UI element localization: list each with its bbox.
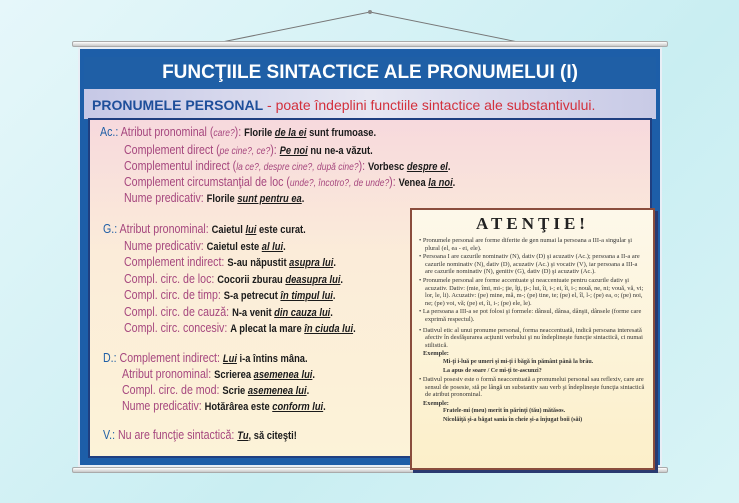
paren: ): [270, 143, 280, 157]
function-label: Compl. circ. concesiv: [124, 321, 231, 335]
question: la ce?, despre cine?, după cine? [236, 162, 359, 173]
example-text: Florile [206, 193, 238, 205]
function-row [103, 429, 297, 443]
function-label: Nume predicativ: [122, 399, 205, 413]
function-row [103, 223, 306, 237]
example: La apus de soare / Ce mi-ţi te-ascunzi? [443, 367, 542, 374]
note: • La persoana a III-a se pot folosi şi formele: dânsul, dânsa, dânşii, dânsele (forme care exprimă respectul). [419, 308, 642, 323]
function-label: Nu are funcţie sintactică: [117, 428, 238, 442]
function-label: Compl. circ. de timp: [124, 288, 224, 302]
function-label: Compl. circ. de cauză: [124, 305, 233, 319]
function-row [124, 322, 356, 336]
example-text: Vorbesc [368, 161, 407, 173]
example-text: Venea [398, 177, 429, 189]
example [217, 274, 343, 286]
case-label: Ac.: [100, 125, 119, 139]
example [212, 224, 306, 236]
attention-box [410, 208, 655, 470]
function-row [124, 192, 304, 206]
example-text: . [306, 385, 310, 397]
function-row [124, 144, 373, 158]
example-text: . [312, 369, 315, 381]
example-text: . [323, 401, 326, 413]
example-text: este curat. [256, 224, 306, 236]
function-label: Atribut pronominal: [119, 222, 212, 236]
function-row [124, 289, 335, 303]
example: Mi-ţi i-luă pe umeri şi mi-ţi i băgă în pământ până la brâu. [443, 358, 594, 365]
note: • Pronumele personal are forme accentuate şi neaccentuate pentru cazurile dativ şi acuzativ. Dativ: (mie, îmi, mi-; ţie, îţi, ţi-; lui, îi, i-; ei, îi, i-; nouă, ne, ni; vouă, vă, vi; lor, le, li). Acuzativ: (pe) mine, mă, m-; (pe) tine, te; (pe) el, îl, l-; (pe) ea, o; (pe) noi, ne; (pe) voi, vă; (pe) ei, îi, i-; (pe) ele, le). [419, 276, 644, 307]
example-text: . [333, 257, 336, 269]
example [207, 241, 286, 253]
example-text: . [283, 241, 286, 253]
example-text: , să citeşti! [248, 430, 297, 442]
function-row [124, 306, 333, 320]
function-label: Complement indirect: [119, 351, 223, 365]
example-text: Cocorii zburau [217, 274, 286, 286]
example-text: sunt frumoase. [306, 127, 377, 139]
example [280, 145, 373, 157]
function-label: Complement circumstanţial de loc ( [124, 175, 290, 189]
example [222, 385, 309, 397]
example [214, 369, 315, 381]
case-label: V.: [103, 428, 116, 442]
example-pronoun: conform lui [272, 401, 324, 413]
function-label: Complement indirect: [124, 255, 228, 269]
example-text: Scrierea [214, 369, 254, 381]
example-text: . [353, 323, 356, 335]
example-pronoun: în ciuda lui [304, 323, 354, 335]
example-text: Scrie [222, 385, 248, 397]
example-pronoun: al lui [261, 241, 284, 253]
example [230, 323, 355, 335]
paren: ): [358, 159, 369, 173]
example: Fratele-mi (meu) merit în părinţi (tău) mătăsos. [443, 408, 566, 415]
function-row [122, 384, 309, 398]
example-text: i-a întins mâna. [236, 353, 308, 365]
example-pronoun: Tu [237, 430, 249, 442]
subtitle-key: PRONUMELE PERSONAL [92, 97, 264, 113]
example-text: S-au năpustit [227, 257, 290, 269]
example [207, 193, 305, 205]
function-label: Compl. circ. de loc: [124, 272, 218, 286]
example-text: A plecat la mare [230, 323, 305, 335]
example-text: N-a venit [232, 307, 275, 319]
example-text: Caietul [211, 224, 246, 236]
note: • Persoana I are cazurile nominativ (N), dativ (D) şi acuzativ (Ac.); persoana a II-a are cazurile nominativ (N), dativ (D), acuzativ (Ac.) şi vocativ (V), iar persoana a III-a are cazurile nominativ (N), genitiv (G), dativ (D) şi acuzativ (Ac.). [419, 253, 640, 276]
function-label: Atribut pronominal ( [120, 125, 214, 139]
function-row [122, 368, 315, 382]
example-pronoun: sunt pentru ea [237, 193, 302, 205]
example-pronoun: despre el [406, 161, 448, 173]
example-text: Caietul este [206, 241, 262, 253]
paren: ): [389, 175, 399, 189]
poster-title: FUNCŢIILE SINTACTICE ALE PRONUMELUI (I) [84, 57, 656, 89]
example-text: . [447, 161, 451, 173]
example-pronoun: asemenea lui [247, 385, 307, 397]
function-row [103, 352, 308, 366]
subtitle [84, 89, 656, 119]
example-pronoun: Pe noi [279, 145, 308, 157]
example-text: . [340, 274, 344, 286]
example-text: Florile [244, 127, 275, 139]
example [227, 257, 336, 269]
example-text: . [330, 307, 333, 319]
function-label: Compl. circ. de mod: [122, 383, 223, 397]
example: Nicolăiţă şi-a băgat sania în cheie şi-a înjugat boii (săi) [443, 417, 583, 424]
function-label: Nume predicativ: [124, 239, 207, 253]
example-text: nu ne-a văzut. [307, 145, 373, 157]
paren: ): [234, 125, 245, 139]
example [237, 430, 297, 442]
function-label: Atribut pronominal: [122, 367, 215, 381]
examples-label: Exemple: [423, 399, 449, 407]
example [399, 177, 456, 189]
example-pronoun: asemenea lui [253, 369, 313, 381]
example-pronoun: de la ei [274, 127, 307, 139]
examples-label: Exemple: [423, 350, 449, 358]
example [224, 290, 336, 302]
function-label: Complement direct ( [124, 143, 220, 157]
function-row [124, 273, 343, 287]
note: • Dativul etic al unui pronume personal, forma neaccentuată, indică persoana interesată afectiv în desfăşurarea acţiunii verbului şi nu îndeplineşte funcţie sintactică, ci numai stilistică. [419, 326, 643, 349]
example-pronoun: la noi [428, 177, 453, 189]
function-row [124, 176, 455, 190]
function-row [122, 400, 326, 414]
note: • Dativul posesiv este o formă neaccentuată a pronumelui personal sau reflexiv, care are sensul de posesie, stă pe lângă un substantiv sau verb şi îndeplineşte funcţia sintactică de atribut pronominal. [419, 376, 645, 399]
function-label: Complementul indirect ( [124, 159, 237, 173]
example-pronoun: asupra lui [289, 257, 334, 269]
example-pronoun: Lui [222, 353, 237, 365]
example-text: . [301, 193, 305, 205]
example [232, 307, 333, 319]
example [205, 401, 326, 413]
example-text: . [452, 177, 456, 189]
attention-heading: ATENŢIE! [476, 214, 589, 233]
example-text: S-a petrecut [223, 290, 281, 302]
example-pronoun: lui [245, 224, 257, 236]
subtitle-rest: - poate îndeplini functiile sintactice ale substantivului. [263, 97, 596, 113]
example-pronoun: din cauza lui [274, 307, 331, 319]
function-row [124, 256, 336, 270]
function-label: Nume predicativ: [124, 191, 207, 205]
function-row [124, 240, 286, 254]
question: unde?, încotro?, de unde? [289, 178, 390, 189]
example-text: Hotărârea este [204, 401, 273, 413]
function-row [100, 126, 376, 140]
example [368, 161, 450, 173]
example [223, 353, 308, 365]
example-pronoun: în timpul lui [280, 290, 333, 302]
example-text: . [332, 290, 336, 302]
example [244, 127, 376, 139]
function-row [124, 160, 451, 174]
case-label: G.: [103, 222, 118, 236]
example-pronoun: deasupra lui [285, 274, 341, 286]
question: care? [213, 128, 235, 139]
note: • Pronumele personal are forme diferite de gen numai la persoana a III-a singular şi plural (el, ea - ei, ele). [419, 237, 633, 252]
question: pe cine?, ce? [219, 146, 271, 157]
case-label: D.: [103, 351, 117, 365]
